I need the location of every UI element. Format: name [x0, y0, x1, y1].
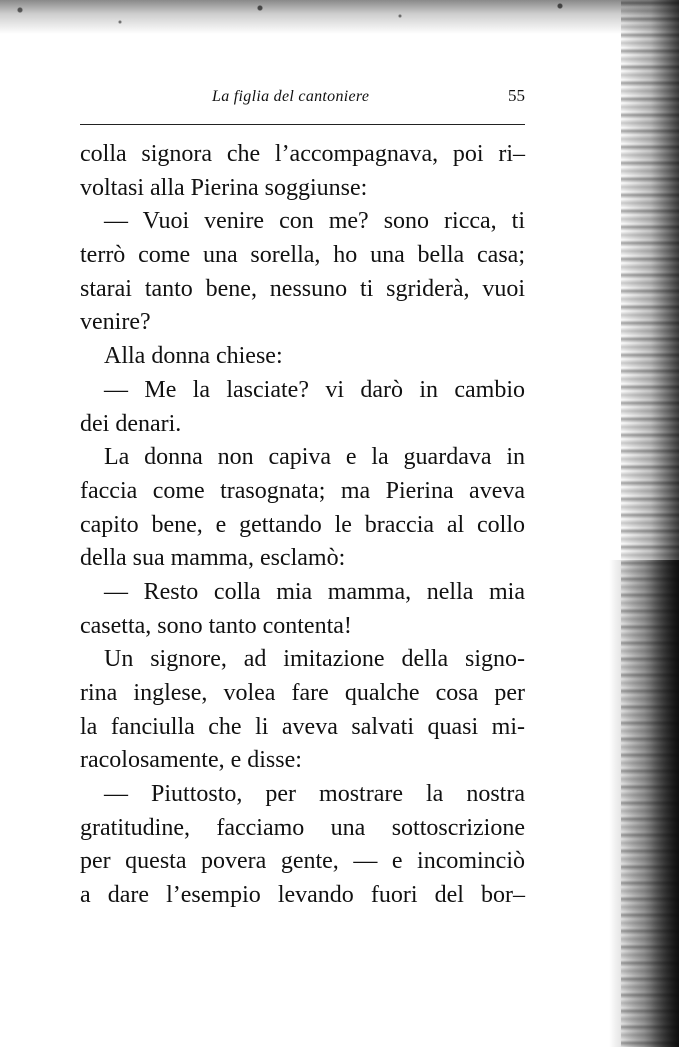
text-line: — Vuoi venire con me? sono ricca, ti: [104, 208, 525, 235]
text-line: della sua mamma, esclamò:: [80, 545, 346, 572]
text-line: Un signore, ad imitazione della signo-: [104, 646, 525, 673]
text-line: voltasi alla Pierina soggiunse:: [80, 174, 368, 201]
text-line: casetta, sono tanto contenta!: [80, 612, 352, 639]
running-head: [80, 80, 525, 114]
text-line: venire?: [80, 309, 151, 336]
running-title: La figlia del cantoniere: [212, 88, 370, 105]
scan-edge-top: [0, 0, 679, 34]
text-line: faccia come trasognata; ma Pierina aveva: [80, 477, 525, 504]
scan-edge-right-shadow: [609, 560, 679, 1047]
text-line: La donna non capiva e la guardava in: [104, 444, 525, 471]
text-line: — Me la lasciate? vi darò in cambio: [104, 376, 525, 403]
text-line: racolosamente, e disse:: [80, 747, 302, 774]
text-line: starai tanto bene, nessuno ti sgriderà, vuoi: [80, 275, 525, 302]
text-line: gratitudine, facciamo una sottoscrizione: [80, 814, 525, 841]
text-line: capito bene, e gettando le braccia al collo: [80, 511, 525, 538]
page-number: 55: [508, 86, 525, 105]
book-page: [80, 80, 525, 909]
text-line: — Piuttosto, per mostrare la nostra: [104, 781, 525, 808]
text-line: rina inglese, volea fare qualche cosa per: [80, 680, 525, 706]
text-line: per questa povera gente, — e incominciò: [80, 848, 525, 875]
text-line: la fanciulla che li aveva salvati quasi mi-: [80, 713, 525, 740]
text-line: — Resto colla mia mamma, nella mia: [104, 578, 525, 605]
body-text: [80, 138, 525, 913]
text-line: terrò come una sorella, ho una bella casa;: [80, 242, 525, 269]
text-line: Alla donna chiese:: [104, 343, 283, 370]
text-line: dei denari.: [80, 410, 182, 437]
text-line: a dare l’esempio levando fuori del bor–: [80, 882, 525, 909]
header-rule: [80, 124, 525, 125]
text-line: colla signora che l’accompagnava, poi ri–: [80, 141, 525, 167]
